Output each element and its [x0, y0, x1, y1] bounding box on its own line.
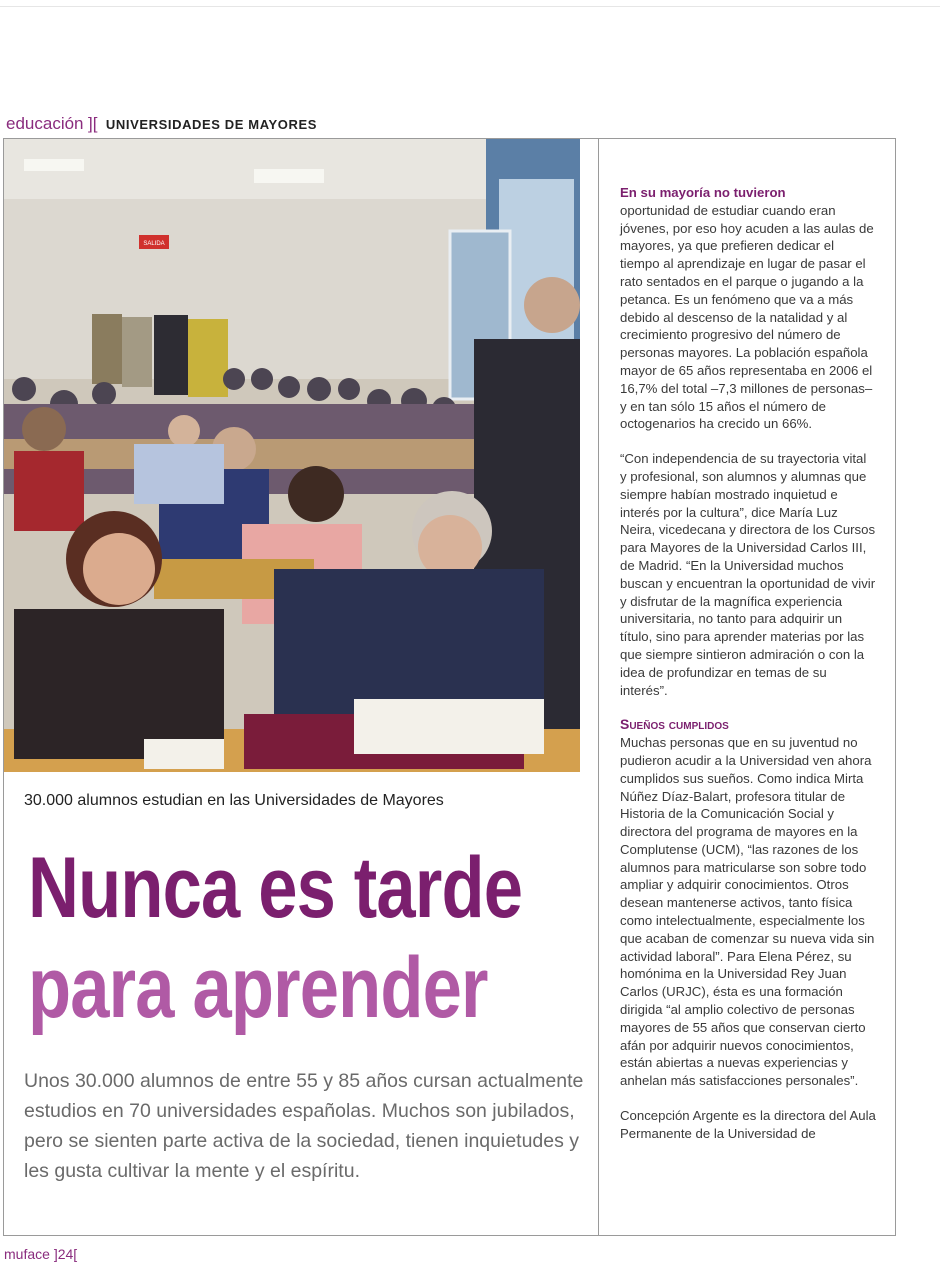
section-category: educación — [6, 114, 84, 133]
headline-line-1: Nunca es tarde — [28, 840, 523, 936]
column-divider — [598, 138, 599, 1236]
column-paragraph-2: “Con independencia de su trayectoria vital y profesional, son alumnos y alumnas que siempre habían mostrado inquietud e interés por la cultura”, dice María Luz Neira, vicedecana y directora de los Cursos para Mayores de la Universidad Carlos III, de Madrid. “En la Universidad muchos buscan y encuentran la oportunidad de vivir y disfrutar de la magnífica experiencia universitaria, no tanto para adquirir un título, sino para aprender materias por las que siempre sintieron admiración o con la idea de profundizar en temas de su interés”. — [620, 451, 876, 698]
classroom-photo — [4, 139, 580, 772]
article-lead: Unos 30.000 alumnos de entre 55 y 85 años cursan actualmente estudios en 70 universidades españolas. Muchos son jubilados, pero se sienten parte activa de la sociedad, tienen inquietudes y les gusta cultivar la mente y el espíritu. — [24, 1070, 584, 1182]
footer-brand: muface — [4, 1246, 50, 1262]
paragraph-body: oportunidad de estudiar cuando eran jóvenes, por eso hoy acuden a las aulas de mayores, ya que prefieren dedicar el tiempo al aprendizaje en lugar de pasar el rato sentados en el parque o jugando a la petanca. Es un fenómeno que va a más debido al descenso de la natalidad y al crecimiento progresivo del número de personas mayores. La población española mayor de 65 años representaba en 2006 el 16,7% del total –7,3 millones de personas– y en tan sólo 15 años el número de octogenarios ha crecido un 66%. — [620, 202, 874, 432]
article-subtitle: 30.000 alumnos estudian en las Universidades de Mayores — [24, 792, 444, 809]
paragraph-body: Muchas personas que en su juventud no pudieron acudir a la Universidad ven ahora cumplidos sus sueños. Como indica Mirta Núñez Díaz-Balart, profesora titular de Historia de la Comunicación Social y directora del programa de mayores en la Complutense (UCM), “las razones de los alumnos para matricularse son sobre todo ampliar y adquirir conocimientos. Otros desean mantenerse activos, tanto física como intelectualmente, especialmente los que acaban de comenzar su nueva vida sin actividad laboral”. Para Elena Pérez, su homónima en la Universidad Rey Juan Carlos (URJC), ésta es una formación dirigida “al amplio colectivo de personas mayores de 55 años que conservan cierto afán por adquirir nuevos conocimientos, están abiertas a nuevas experiencias y anhelan más satisfacciones personales”. — [620, 735, 875, 1089]
paragraph-lead-in: En su mayoría no tuvieron — [620, 185, 786, 200]
article-headline — [28, 838, 588, 1038]
section-header — [6, 114, 317, 134]
column-paragraph-1 — [620, 184, 876, 433]
section-title: UNIVERSIDADES DE MAYORES — [105, 117, 318, 132]
top-rule — [0, 6, 940, 7]
page-number: ]24[ — [53, 1246, 78, 1262]
article-column — [620, 184, 876, 1160]
page-footer — [4, 1246, 77, 1262]
svg-text:SALIDA: SALIDA — [143, 241, 165, 247]
section-bracket: ][ — [87, 114, 98, 133]
column-subhead: Sueños cumplidos — [620, 716, 729, 733]
column-section-2 — [620, 716, 876, 1090]
column-paragraph-4: Concepción Argente es la directora del Aula Permanente de la Universidad de — [620, 1108, 876, 1141]
headline-line-2: para aprender — [28, 940, 488, 1036]
